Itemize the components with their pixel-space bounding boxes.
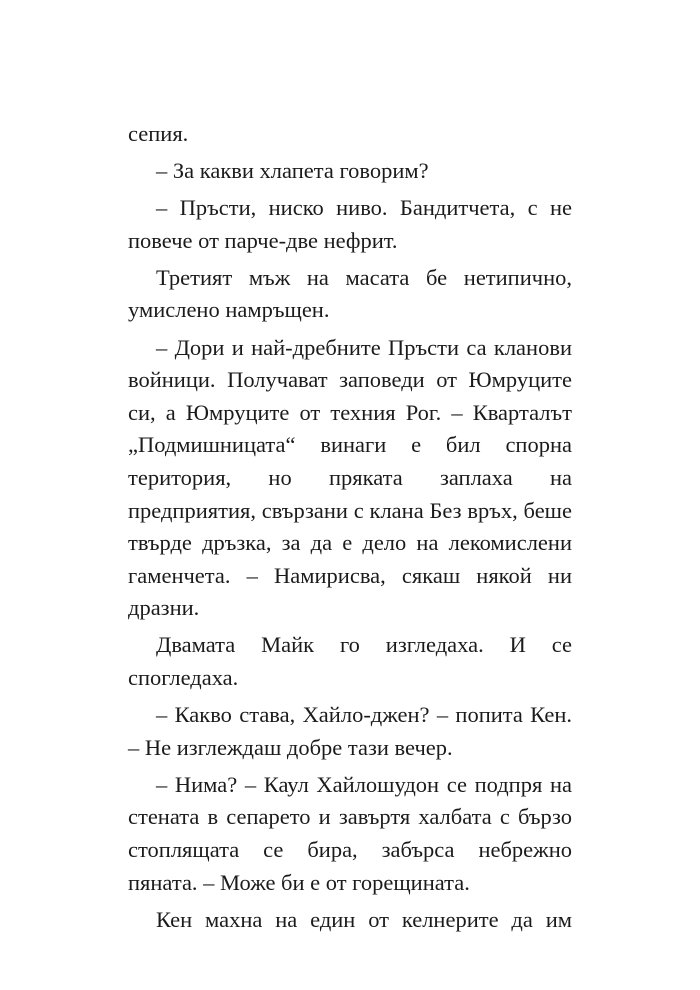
dialogue-paragraph: – Нима? – Каул Хайлошудон се подпря на стената в сепарето и завъртя халбата с бързо стоплящата се бира, забърса небрежно пяната. – Може би е от горещината. — [128, 771, 572, 895]
paragraph-continuation: сепия. — [128, 121, 189, 146]
book-page — [128, 118, 572, 941]
dialogue-paragraph: – За какви хлапета говорим? — [156, 158, 429, 184]
narrative-paragraph: Третият мъж на масата бе нетипично, умислено намръщен. — [128, 264, 572, 323]
narrative-paragraph: Кен махна на един от келнерите да им — [156, 906, 572, 932]
dialogue-paragraph: – Какво става, Хайло-джен? – попита Кен. – Не изглеждаш добре тази вечер. — [128, 702, 572, 760]
narrative-paragraph: Двамата Майк го изгледаха. И се спогледаха. — [128, 632, 572, 690]
dialogue-paragraph: – Пръсти, ниско ниво. Бандитчета, с не повече от парче-две нефрит. — [128, 195, 572, 253]
dialogue-paragraph: – Дори и най-дребните Пръсти са кланови войници. Получават заповеди от Юмруците си, а Юмруците от техния Рог. – Кварталът „Подмишницата“ винаги е бил спорна територия, но пряката заплаха на предприятия, свързани с клана Без връх, беше твърде дръзка, за да е дело на лекомислени гаменчета. – Намирисва, сякаш някой ни дразни. — [128, 334, 572, 621]
